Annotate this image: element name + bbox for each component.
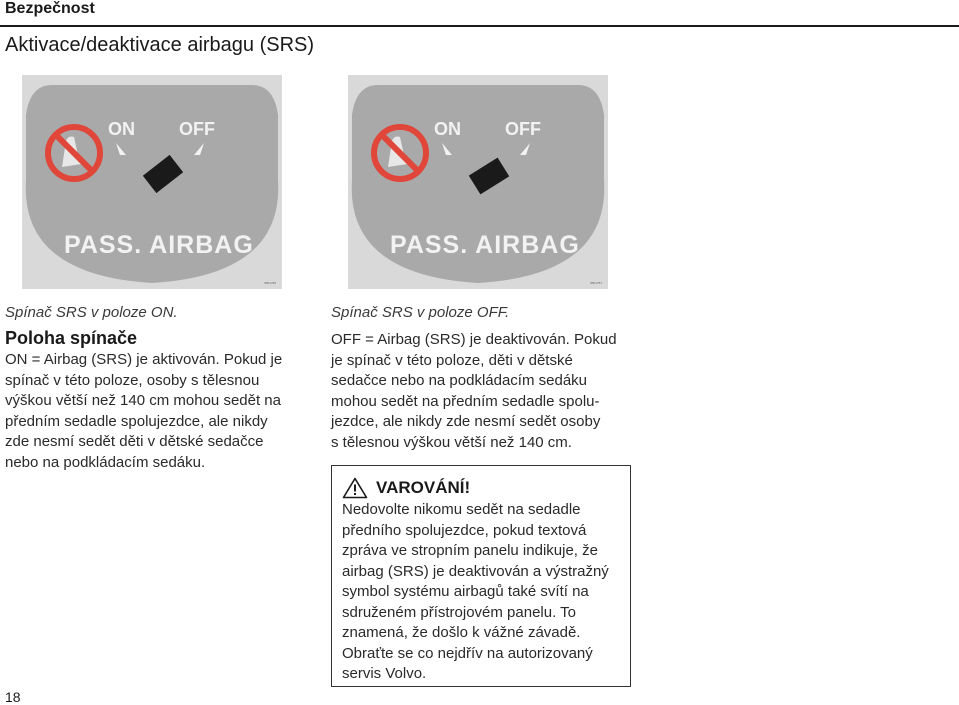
airbag-switch-panel-on <box>22 75 282 289</box>
text-line: sedačce nebo na podkládacím sedáku <box>331 372 588 389</box>
section-label: Bezpečnost <box>5 0 95 17</box>
text-line: znamená, že došlo k vážné závadě. <box>342 624 581 641</box>
page-title: Aktivace/deaktivace airbagu (SRS) <box>5 34 315 56</box>
page-number: 18 <box>5 689 21 705</box>
text-line: servis Volvo. <box>342 665 427 682</box>
text-line: s tělesnou výškou větší než 140 cm. <box>331 433 572 451</box>
text-line: předního spolujezdce, pokud textová <box>342 521 587 539</box>
text-line: ON = Airbag (SRS) je aktivován. Pokud je <box>5 351 283 368</box>
text-line: zde nesmí sedět děti v dětské sedačce <box>5 433 264 450</box>
warning-title: VAROVÁNÍ! <box>376 478 471 497</box>
text-line: Nedovolte nikomu sedět na sedadle <box>342 501 581 518</box>
text-line: je spínač v této poloze, děti v dětské <box>331 351 573 369</box>
text-line: předním sedadle spolujezdce, ale nikdy <box>5 412 268 430</box>
text-line: nebo na podkládacím sedáku. <box>5 453 206 471</box>
section-heading: Poloha spínače <box>5 328 138 348</box>
warning-text <box>342 500 627 685</box>
off-label: OFF <box>505 119 541 139</box>
warning-triangle-icon <box>342 477 368 499</box>
on-label: ON <box>434 119 461 139</box>
pass-airbag-label: PASS. AIRBAG <box>390 231 580 259</box>
caption-on: Spínač SRS v poloze ON. <box>5 304 178 321</box>
text-line: sdruženém přístrojovém panelu. To <box>342 603 577 621</box>
text-line: zpráva ve stropním panelu indikuje, že <box>342 542 598 559</box>
image-code: 8801786 <box>264 281 276 285</box>
text-line: airbag (SRS) je deaktivován a výstražný <box>342 562 609 580</box>
pass-airbag-label: PASS. AIRBAG <box>64 231 254 259</box>
text-line: jezdce, ale nikdy zde nesmí sedět osoby <box>331 413 601 430</box>
airbag-switch-panel-off <box>348 75 608 289</box>
warning-header <box>342 477 470 499</box>
text-line: OFF = Airbag (SRS) je deaktivován. Pokud <box>331 331 617 348</box>
text-line: symbol systému airbagů také svítí na <box>342 583 589 600</box>
airbag-switch-image-off <box>348 75 608 289</box>
body-text-off <box>331 330 631 453</box>
body-text-on <box>5 350 305 473</box>
text-line: výškou větší než 140 cm mohou sedět na <box>5 392 281 409</box>
image-code: 8801787 <box>590 281 602 285</box>
text-line: spínač v této poloze, osoby s tělesnou <box>5 371 260 389</box>
warning-box <box>331 465 631 687</box>
caption-off: Spínač SRS v poloze OFF. <box>331 304 510 321</box>
header-rule <box>0 25 959 27</box>
off-label: OFF <box>179 119 215 139</box>
text-line: Obraťte se co nejdřív na autorizovaný <box>342 644 593 662</box>
text-line: mohou sedět na předním sedadle spolu- <box>331 392 600 410</box>
airbag-switch-image-on <box>22 75 282 289</box>
on-label: ON <box>108 119 135 139</box>
